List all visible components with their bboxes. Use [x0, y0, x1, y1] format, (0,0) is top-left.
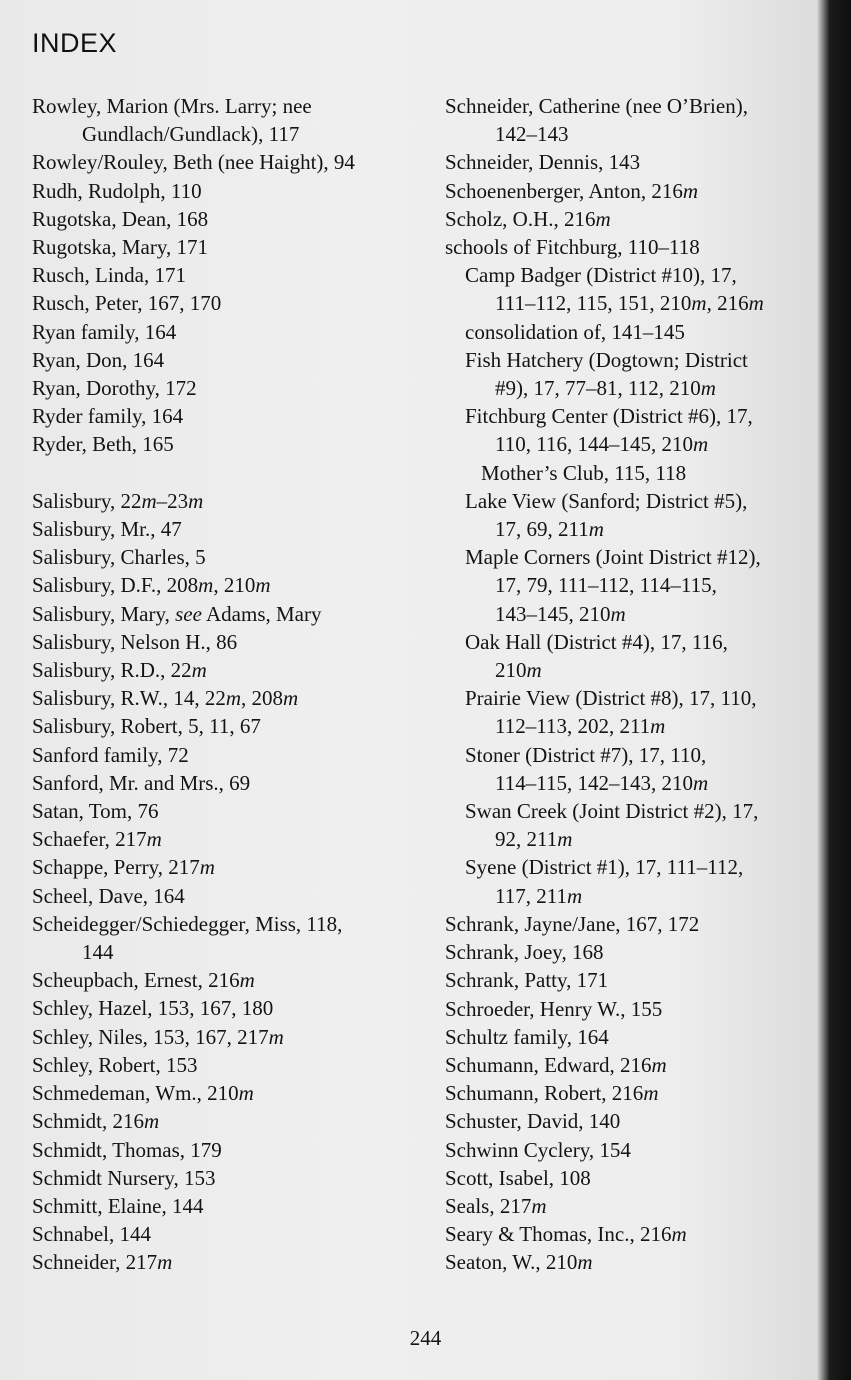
index-entry [32, 148, 427, 176]
index-entry-continuation: 144 [82, 940, 114, 965]
index-entry [445, 1248, 830, 1276]
index-entry [32, 741, 427, 769]
index-entry-continuation: 114–115, 142–143, 210m [495, 770, 709, 795]
index-entry [32, 346, 427, 374]
index-entry-text: Stoner (District #7), 17, 110, [465, 742, 707, 767]
index-entry [445, 966, 830, 994]
index-entry-text: Rudh, Rudolph, 110 [32, 178, 202, 203]
index-entry [445, 205, 830, 233]
index-entry [445, 741, 830, 797]
index-entry-continuation: 17, 79, 111–112, 114–115, [495, 573, 717, 598]
index-entry [445, 318, 830, 346]
index-entry-text: Salisbury, Robert, 5, 11, 67 [32, 714, 261, 739]
index-entry [445, 487, 830, 543]
index-entry [32, 318, 427, 346]
index-entry [32, 853, 427, 881]
index-entry [445, 1192, 830, 1220]
index-entry-text: Schmidt, Thomas, 179 [32, 1137, 222, 1162]
index-entry-continuation: 92, 211m [495, 827, 573, 852]
index-entry-text: Prairie View (District #8), 17, 110, [465, 686, 757, 711]
index-entry-text: Sanford family, 72 [32, 742, 189, 767]
index-entry-text: Rugotska, Dean, 168 [32, 206, 209, 231]
index-entry [445, 92, 830, 148]
index-entry [445, 177, 830, 205]
index-entry-text: Schaefer, 217m [32, 827, 162, 852]
index-entry [445, 1220, 830, 1248]
index-entry-continuation: 210m [495, 658, 542, 683]
index-entry-continuation: 17, 69, 211m [495, 517, 604, 542]
index-entry [32, 402, 427, 430]
index-entry-text: consolidation of, 141–145 [465, 319, 685, 344]
index-entry-text: Fish Hatchery (Dogtown; District [465, 347, 748, 372]
index-entry-continuation: 110, 116, 144–145, 210m [495, 432, 709, 457]
index-entry-text: Ryder, Beth, 165 [32, 432, 174, 457]
index-entry-text: Salisbury, Mary, see Adams, Mary [32, 601, 322, 626]
index-entry [32, 656, 427, 684]
index-entry [32, 430, 427, 458]
index-entry [32, 1136, 427, 1164]
index-entry-text: Schmidt, 216m [32, 1109, 160, 1134]
index-entry-text: Lake View (Sanford; District #5), [465, 488, 748, 513]
index-entry [32, 543, 427, 571]
index-entry [445, 402, 830, 458]
index-entry [32, 92, 427, 148]
index-entry [445, 628, 830, 684]
index-entry-text: Ryan, Don, 164 [32, 347, 165, 372]
index-entry [32, 712, 427, 740]
index-heading: INDEX [32, 28, 118, 58]
index-entry [32, 1051, 427, 1079]
index-entry [445, 1051, 830, 1079]
index-entry [32, 1164, 427, 1192]
index-entry [445, 938, 830, 966]
index-entry-text: Schmedeman, Wm., 210m [32, 1081, 254, 1106]
index-entry-text: Rowley, Marion (Mrs. Larry; nee [32, 94, 312, 118]
index-entry-text: Swan Creek (Joint District #2), 17, [465, 799, 759, 824]
index-entry-continuation: #9), 17, 77–81, 112, 210m [495, 376, 716, 401]
index-entry [445, 346, 830, 402]
index-entry-text: Salisbury, Mr., 47 [32, 517, 182, 542]
index-entry [445, 1136, 830, 1164]
index-entry-text: Rusch, Peter, 167, 170 [32, 291, 222, 316]
index-entry [32, 289, 427, 317]
index-entry-text: Schrank, Jayne/Jane, 167, 172 [445, 911, 700, 936]
index-entry [32, 487, 427, 515]
index-entry [32, 769, 427, 797]
index-entry-text: Schrank, Joey, 168 [445, 940, 604, 965]
index-entry-text: Rugotska, Mary, 171 [32, 235, 208, 260]
index-entry [32, 261, 427, 289]
index-entry-text: Schumann, Edward, 216m [445, 1052, 667, 1077]
index-entry-text: Ryder family, 164 [32, 404, 184, 429]
index-entry-text: Seary & Thomas, Inc., 216m [445, 1222, 687, 1247]
index-entry-text: Fitchburg Center (District #6), 17, [465, 404, 753, 429]
index-entry [32, 684, 427, 712]
index-entry-text: Schmitt, Elaine, 144 [32, 1193, 204, 1218]
index-entry-text: Satan, Tom, 76 [32, 799, 159, 824]
index-entry [32, 628, 427, 656]
index-entry-text: Salisbury, Charles, 5 [32, 545, 206, 570]
index-entry-text: Schumann, Robert, 216m [445, 1081, 659, 1106]
index-column-left [32, 92, 427, 1277]
index-entry-continuation: 142–143 [495, 122, 569, 147]
index-entry [445, 261, 830, 317]
index-entry [445, 1107, 830, 1135]
index-entry-text: Schley, Niles, 153, 167, 217m [32, 1024, 284, 1049]
index-entry-text: Schroeder, Henry W., 155 [445, 996, 663, 1021]
index-entry-text: Salisbury, 22m–23m [32, 488, 204, 513]
index-entry [32, 1220, 427, 1248]
index-entry [32, 994, 427, 1022]
index-entry-text: Schappe, Perry, 217m [32, 855, 215, 880]
index-entry-text: Schley, Robert, 153 [32, 1052, 198, 1077]
index-entry-text: Ryan family, 164 [32, 319, 177, 344]
index-entry-continuation: 112–113, 202, 211m [495, 714, 666, 739]
index-entry-text: Schultz family, 164 [445, 1024, 609, 1049]
index-entry-text: Schmidt Nursery, 153 [32, 1165, 216, 1190]
index-entry-text: Syene (District #1), 17, 111–112, [465, 855, 744, 880]
index-entry [32, 1079, 427, 1107]
index-entry [32, 797, 427, 825]
index-entry-text: Salisbury, Nelson H., 86 [32, 629, 238, 654]
index-entry-text: Scheel, Dave, 164 [32, 883, 185, 908]
letter-gap [32, 459, 427, 487]
index-entry-text: Schoenenberger, Anton, 216m [445, 178, 699, 203]
index-entry-text: Schnabel, 144 [32, 1222, 151, 1247]
index-entry [32, 177, 427, 205]
index-entry-text: Rusch, Linda, 171 [32, 263, 186, 288]
index-entry [445, 995, 830, 1023]
index-entry [445, 600, 830, 628]
index-entry-text: Rowley/Rouley, Beth (nee Haight), 94 [32, 150, 355, 175]
index-entry-text: Camp Badger (District #10), 17, [465, 263, 737, 288]
index-entry [445, 910, 830, 938]
index-entry [32, 1023, 427, 1051]
index-entry-text: Scheidegger/Schiedegger, Miss, 118, [32, 911, 343, 936]
index-entry-continuation: 111–112, 115, 151, 210m, 216m [495, 291, 764, 316]
index-entry-text: Schneider, Catherine (nee O’Brien), [445, 94, 748, 118]
index-entry-text: Seaton, W., 210m [445, 1250, 593, 1275]
index-entry-text: Sanford, Mr. and Mrs., 69 [32, 770, 251, 795]
index-entry-text: Scott, Isabel, 108 [445, 1165, 591, 1190]
index-entry [32, 600, 427, 628]
index-entry-text: Schrank, Patty, 171 [445, 968, 609, 993]
index-entry-continuation: 143–145, 210m [495, 601, 626, 626]
index-entry-text: Schuster, David, 140 [445, 1109, 621, 1134]
index-entry [32, 571, 427, 599]
index-entry-text: Seals, 217m [445, 1193, 547, 1218]
index-entry-text: Ryan, Dorothy, 172 [32, 376, 197, 401]
index-entry-text: Scheupbach, Ernest, 216m [32, 968, 255, 993]
index-entry [32, 1248, 427, 1276]
index-entry-text: Oak Hall (District #4), 17, 116, [465, 629, 728, 654]
index-entry [32, 515, 427, 543]
index-entry-text: Mother’s Club, 115, 118 [481, 460, 687, 485]
index-entry [445, 148, 830, 176]
index-entry [32, 966, 427, 994]
index-entry [445, 684, 830, 740]
index-entry [32, 205, 427, 233]
index-entry [445, 1079, 830, 1107]
index-entry [445, 853, 830, 909]
index-entry-text: schools of Fitchburg, 110–118 [445, 235, 700, 260]
index-entry [32, 1192, 427, 1220]
index-entry-text: Schwinn Cyclery, 154 [445, 1137, 631, 1162]
index-entry-continuation: 117, 211m [495, 883, 583, 908]
index-entry-text: Salisbury, R.D., 22m [32, 658, 207, 683]
index-entry-continuation: Gundlach/Gundlack), 117 [82, 122, 300, 147]
index-column-right [445, 92, 830, 1277]
index-entry [32, 910, 427, 966]
index-entry [445, 1164, 830, 1192]
index-entry [445, 233, 830, 261]
index-entry [445, 797, 830, 853]
index-entry-text: Schneider, Dennis, 143 [445, 150, 641, 175]
index-entry [32, 825, 427, 853]
index-entry-text: Maple Corners (Joint District #12), [465, 545, 761, 570]
index-entry [32, 882, 427, 910]
page-number: 244 [409, 1326, 442, 1350]
index-entry-text: Scholz, O.H., 216m [445, 206, 611, 231]
index-entry-text: Schneider, 217m [32, 1250, 173, 1275]
index-entry-text: Salisbury, D.F., 208m, 210m [32, 573, 271, 598]
index-entry-text: Schley, Hazel, 153, 167, 180 [32, 996, 274, 1021]
index-entry [32, 1107, 427, 1135]
index-entry [445, 459, 830, 487]
index-entry [445, 543, 830, 599]
index-entry [445, 1023, 830, 1051]
index-entry [32, 233, 427, 261]
index-entry-text: Salisbury, R.W., 14, 22m, 208m [32, 686, 299, 711]
index-entry [32, 374, 427, 402]
